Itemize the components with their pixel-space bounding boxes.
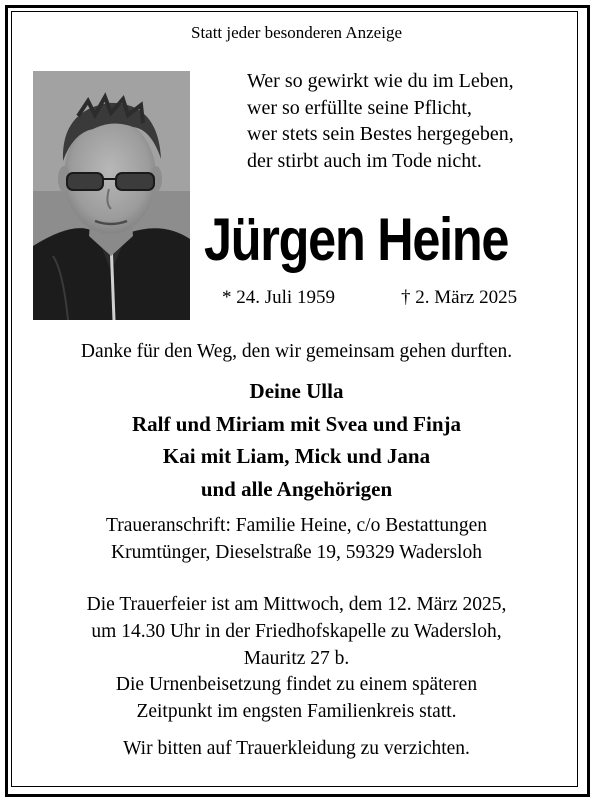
poem-line: Wer so gewirkt wie du im Leben,	[247, 70, 514, 92]
portrait-icon	[33, 71, 190, 320]
ceremony-line: Die Urnenbeisetzung findet zu einem späteren	[115, 674, 478, 696]
header-text: Statt jeder besonderen Anzeige	[190, 23, 402, 42]
family-line: Deine Ulla	[249, 379, 344, 403]
deceased-name: Jürgen Heine	[204, 206, 509, 273]
address-line: Krumtünger, Dieselstraße 19, 59329 Wadersloh	[111, 542, 482, 563]
portrait-photo	[33, 71, 190, 320]
ceremony-line: Mauritz 27 b.	[243, 647, 350, 669]
poem-line: wer stets sein Bestes hergegeben,	[247, 123, 514, 145]
ceremony-line: Zeitpunkt im engsten Familienkreis statt.	[136, 701, 457, 723]
poem	[247, 68, 567, 174]
mourning-address	[0, 512, 593, 566]
ceremony-line: Die Trauerfeier ist am Mittwoch, dem 12. März 2025,	[86, 594, 507, 615]
poem-line: der stirbt auch im Tode nicht.	[247, 149, 482, 172]
death-date: † 2. März 2025	[401, 287, 518, 308]
clothing-request: Wir bitten auf Trauerkleidung zu verzichten.	[123, 738, 470, 759]
family-line: und alle Angehörigen	[200, 476, 393, 501]
ceremony-line: um 14.30 Uhr in der Friedhofskapelle zu Wadersloh,	[91, 620, 502, 642]
family-line: Ralf und Miriam mit Svea und Finja	[131, 411, 462, 436]
family-line: Kai mit Liam, Mick und Jana	[162, 444, 431, 468]
birth-date: * 24. Juli 1959	[222, 287, 335, 308]
family-list	[0, 375, 593, 505]
poem-line: wer so erfüllte seine Pflicht,	[247, 96, 472, 119]
address-line: Traueranschrift: Familie Heine, c/o Bestattungen	[105, 515, 488, 536]
thanks-text: Danke für den Weg, den wir gemeinsam gehen durften.	[80, 341, 513, 362]
ceremony-info	[0, 592, 593, 726]
